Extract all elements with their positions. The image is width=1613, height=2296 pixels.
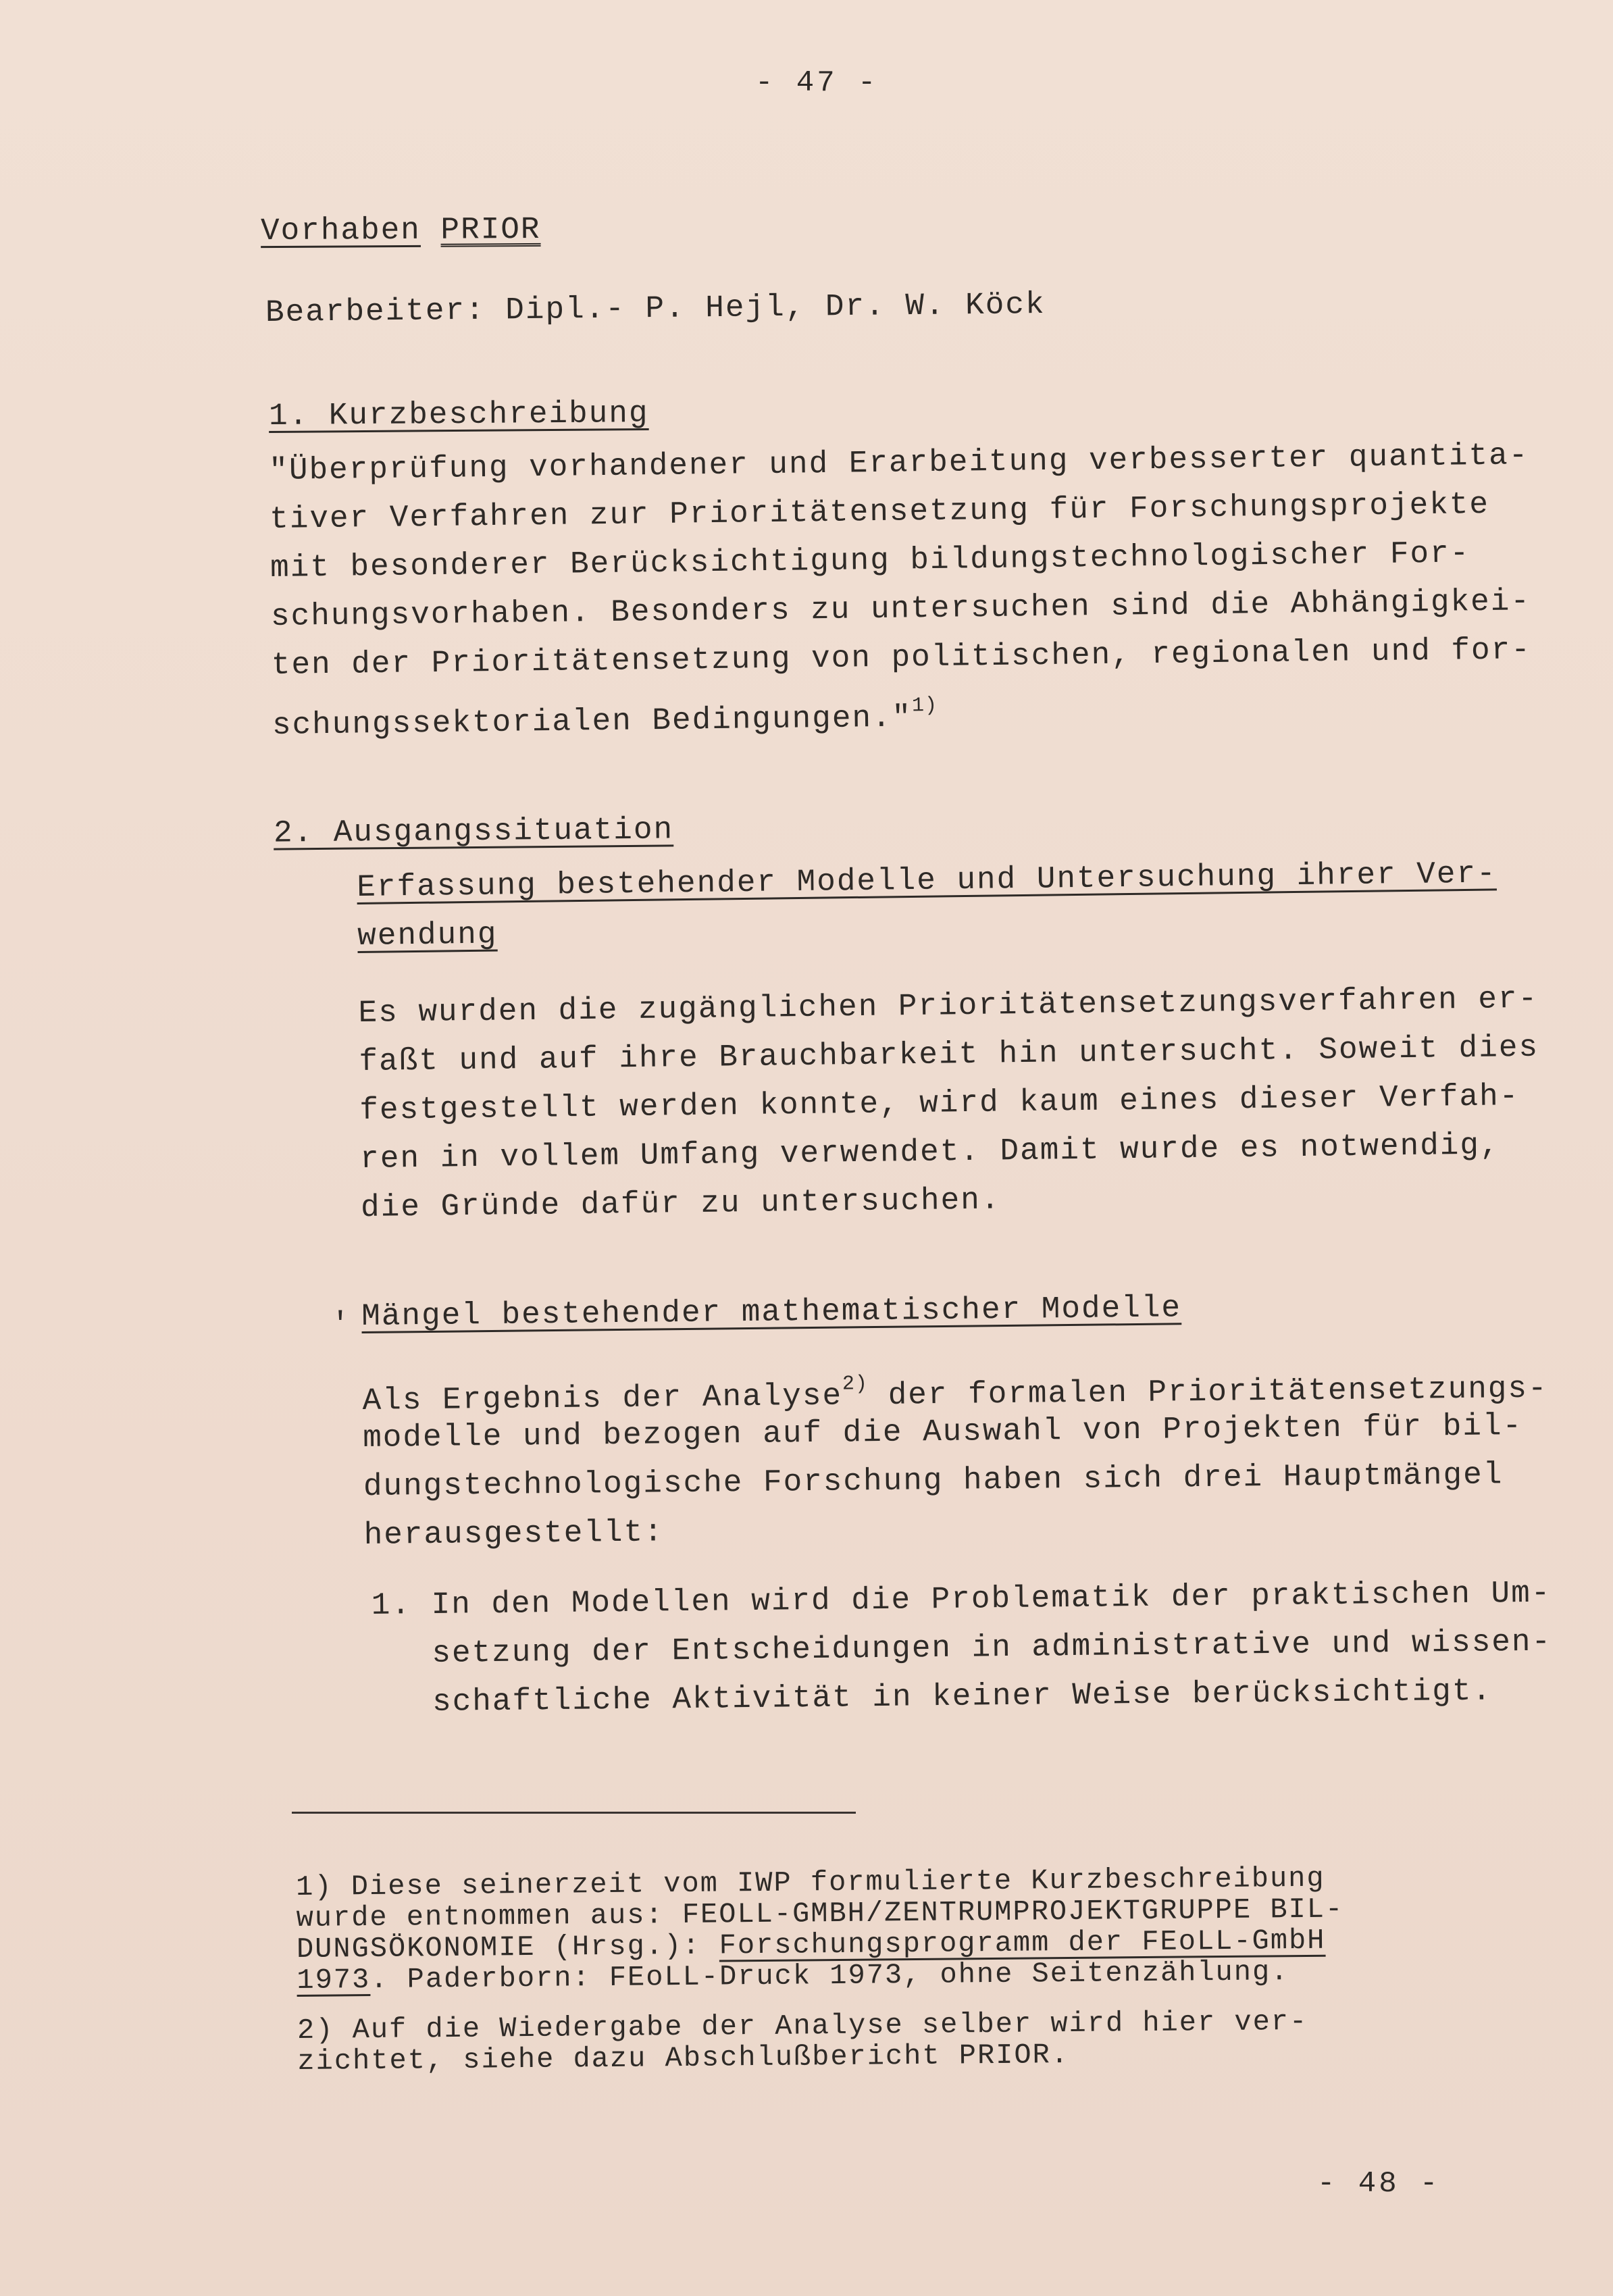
text-line: "Überprüfung vorhandener und Erarbeitung verbesserter quantita- [269,438,1529,488]
subsection-1-title-cont: wendung [357,917,498,954]
text-fragment: DUNGSÖKONOMIE (Hrsg.): [296,1929,719,1966]
list-item-1: 1. In den Modellen wird die Problematik der praktischen Um- [371,1575,1552,1623]
subsection-1-title: Erfassung bestehender Modelle und Untersuchung ihrer Ver- [357,856,1497,905]
text-line: die Gründe dafür zu untersuchen. [360,1182,1001,1225]
project-heading [261,210,541,251]
text-line: dungstechnologische Forschung haben sich drei Hauptmängel [363,1457,1504,1504]
text-line: herausgestellt: [363,1514,665,1553]
footnote-2-line: zichtet, siehe dazu Abschlußbericht PRIOR. [297,2039,1070,2078]
footnote-2-line: 2) Auf die Wiedergabe der Analyse selber wird hier ver- [297,2005,1308,2047]
subsection-2-title: Mängel bestehender mathematischer Modelle [361,1290,1182,1334]
text-line [272,686,938,745]
text-line: mit besonderer Berücksichtigung bildungstechnologischer For- [270,536,1470,586]
authors-line: Bearbeiter: Dipl.- P. Hejl, Dr. W. Köck [265,286,1046,331]
footnote-ref-2: 2) [842,1373,869,1396]
heading-label: Vorhaben [260,212,421,249]
footnote-divider [292,1812,856,1814]
text-fragment: . Paderborn: FEoLL-Druck 1973, ohne Seitenzählung. [370,1956,1289,1997]
list-item-1-cont: setzung der Entscheidungen in administrative und wissen- [372,1624,1552,1672]
page-number-top: - 47 - [755,66,879,100]
text-line: Es wurden die zugänglichen Prioritätensetzungsverfahren er- [358,981,1539,1031]
section-2-title: 2. Ausgangssituation [273,812,674,851]
text-line: modelle und bezogen auf die Auswahl von Projekten für bil- [362,1408,1523,1456]
text-fragment: der formalen Prioritätensetzungs- [867,1371,1548,1414]
footnote-1-line: 1) Diese seinerzeit vom IWP formulierte Kurzbeschreibung [296,1862,1325,1904]
text-fragment: Als Ergebnis der Analyse [362,1378,843,1419]
section-1-title: 1. Kurzbeschreibung [268,396,649,434]
list-item-1-cont: schaftliche Aktivität in keiner Weise berücksichtigt. [372,1673,1493,1720]
page-number-bottom: - 48 - [1317,2167,1441,2201]
cited-title: Forschungsprogramm der FEoLL-GmbH [719,1924,1326,1962]
text-line: ren in vollem Umfang verwendet. Damit wurde es notwendig, [359,1127,1500,1177]
heading-project-name: PRIOR [440,211,541,248]
text-line: schungsvorhaben. Besonders zu untersuchen sind die Abhängigkei- [270,584,1531,634]
footnote-1-line: wurde entnommen aus: FEOLL-GMBH/ZENTRUMPROJEKTGRUPPE BIL- [296,1893,1344,1935]
margin-tick: ' [331,1307,350,1342]
text-line: tiver Verfahren zur Prioritätensetzung für Forschungsprojekte [269,486,1490,537]
cited-title-year: 1973 [297,1964,371,1997]
text-line: ten der Prioritätensetzung von politischen, regionalen und for- [271,632,1532,683]
text-line-last: schungssektorialen Bedingungen." [272,700,913,743]
text-line: faßt und auf ihre Brauchbarkeit hin untersucht. Soweit dies [359,1029,1539,1079]
text-line: festgestellt werden konnte, wird kaum eines dieser Verfah- [359,1078,1520,1128]
footnote-ref-1: 1) [911,694,938,718]
